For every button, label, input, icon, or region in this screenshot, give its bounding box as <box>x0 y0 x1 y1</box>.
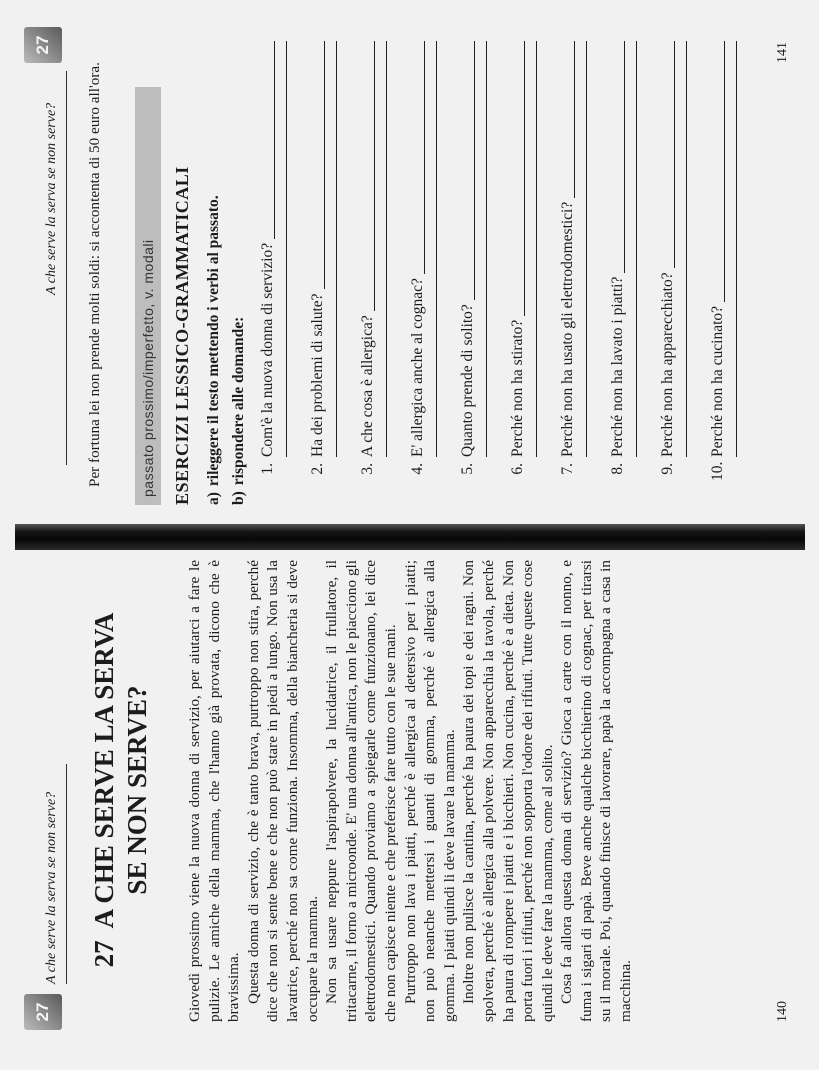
answer-line[interactable] <box>486 41 487 457</box>
question-text: Quanto prende di solito? <box>459 304 476 457</box>
question-text: Perché non ha cucinato? <box>709 305 726 457</box>
unit-badge: 27 <box>24 27 62 63</box>
instruction-letter: a) <box>205 492 222 505</box>
answer-line[interactable] <box>258 41 275 239</box>
question-item <box>508 41 558 481</box>
question-item <box>708 41 758 481</box>
question-text: Perché non ha stirato? <box>509 319 526 457</box>
question-number: 8. <box>609 463 626 475</box>
chapter-number: 27 <box>89 940 119 968</box>
unit-badge: 27 <box>24 994 62 1030</box>
header-rule <box>66 71 67 465</box>
paragraph: Cosa fa allora questa donna di servizio? Gioca a carte con il nonno, e fuma i sigari di papà. Beve anche qualche bicchierino di cognac, per tirarsi su il morale. Poi, quando finisce di lavorare, papà la accompagna a casa in macchina. <box>558 560 635 1022</box>
answer-line[interactable] <box>536 41 537 457</box>
page-number: 140 <box>775 1001 790 1022</box>
question-number: 5. <box>459 463 476 475</box>
paragraph: Inoltre non pulisce la cantina, perché ha paura dei topi e dei ragni. Non spolvera, perché è allergica alla polvere. Non apparecchia la tavola, perché ha paura di rompere i piatti e i bicchieri. Non cucina, perché è a dieta. Non porta fuori i rifiuti, perché non sopporta l'odore dei rifiuti. Tutte queste cose quindi le deve fare la mamma, come al solito. <box>460 560 556 1022</box>
answer-line[interactable] <box>308 41 325 289</box>
answer-line[interactable] <box>436 41 437 457</box>
question-item <box>408 41 458 481</box>
paragraph: Non sa usare neppure l'aspirapolvere, la lucidatrice, il frullatore, il tritacarne, il forno a microonde. E' una donna all'antica, non le piacciono gli elettrodomestici. Quando proviamo a spiegarle come funzionano, lei dice che non capisce niente e che preferisce fare tutto con le sue mani. <box>323 560 399 1022</box>
question-text: Perché non ha lavato i piatti? <box>609 276 626 457</box>
right-page <box>0 0 819 525</box>
answer-line[interactable] <box>558 41 575 198</box>
answer-line[interactable] <box>586 41 587 457</box>
left-page-header <box>28 590 68 1030</box>
instruction-b <box>230 311 248 505</box>
book-spine <box>15 524 805 550</box>
question-list <box>258 41 758 481</box>
question-number: 2. <box>309 463 326 475</box>
answer-line[interactable] <box>386 41 387 457</box>
instruction-text: rileggere il testo mettendo i verbi al passato. <box>205 195 222 487</box>
question-number: 6. <box>509 463 526 475</box>
question-text: Perché non ha apparecchiato? <box>659 272 676 457</box>
question-text: Com'è la nuova donna di servizio? <box>259 242 276 457</box>
question-item <box>258 41 308 481</box>
paragraph: Per fortuna lei non prende molti soldi: si accontenta di 50 euro all'ora. <box>86 62 103 487</box>
grammar-topic-band: passato prossimo/imperfetto, v. modali <box>135 87 161 505</box>
answer-line[interactable] <box>708 41 725 302</box>
answer-line[interactable] <box>336 41 337 457</box>
answer-line[interactable] <box>286 41 287 457</box>
instruction-letter: b) <box>230 491 247 505</box>
paragraph: Giovedì prossimo viene la nuova donna di servizio, per aiutarci a fare le pulizie. Le amiche della mamma, che l'hanno già provata, dicono che è bravissima. <box>186 560 243 1022</box>
page-number: 141 <box>775 42 790 63</box>
answer-line[interactable] <box>408 41 425 274</box>
title-line-1: A CHE SERVE LA SERVA <box>89 612 119 929</box>
question-item <box>358 41 408 481</box>
question-number: 10. <box>709 461 726 481</box>
question-text: A che cosa è allergica? <box>359 315 376 457</box>
question-item <box>558 41 608 481</box>
answer-line[interactable] <box>658 41 675 268</box>
story-text <box>185 560 636 1022</box>
left-page <box>0 545 819 1070</box>
right-page-header <box>28 35 68 485</box>
question-item <box>608 41 658 481</box>
exercise-title: ESERCIZI LESSICO-GRAMMATICALI <box>172 166 192 505</box>
answer-line[interactable] <box>508 41 525 316</box>
question-number: 1. <box>259 463 276 475</box>
running-head: A che serve la serva se non serve? <box>44 791 59 984</box>
title-line-2: SE NON SERVE? <box>122 685 152 895</box>
question-text: Ha dei problemi di salute? <box>309 293 326 457</box>
answer-line[interactable] <box>686 41 687 457</box>
question-item <box>458 41 508 481</box>
header-rule <box>66 764 67 984</box>
answer-line[interactable] <box>736 41 737 457</box>
question-number: 9. <box>659 463 676 475</box>
question-number: 4. <box>409 463 426 475</box>
instruction-text: rispondere alle domande: <box>230 316 247 486</box>
answer-line[interactable] <box>636 41 637 457</box>
story-continuation <box>85 43 105 505</box>
question-text: Perché non ha usato gli elettrodomestici? <box>559 201 576 457</box>
question-number: 3. <box>359 463 376 475</box>
answer-line[interactable] <box>358 41 375 311</box>
running-head: A che serve la serva se non serve? <box>44 102 59 295</box>
question-text: E' allergica anche al cognac? <box>409 278 426 457</box>
answer-line[interactable] <box>608 41 625 273</box>
question-number: 7. <box>559 463 576 475</box>
paragraph: Questa donna di servizio, che è tanto brava, purtroppo non stira, perché dice che non si sente bene e che non può stare in piedi a lungo. Non usa la lavatrice, perché non sa come funziona. Insomma, della biancheria si deve occupare la mamma. <box>244 560 321 1022</box>
question-item <box>308 41 358 481</box>
chapter-title <box>88 570 154 1010</box>
answer-line[interactable] <box>458 41 475 300</box>
paragraph: Purtroppo non lava i piatti, perché è allergica al detersivo per i piatti; non può neanche mettersi i guanti di gomma, perché è allergica alla gomma. I piatti quindi li deve lavare la mamma. <box>401 560 458 1022</box>
instruction-a <box>205 189 223 505</box>
question-item <box>658 41 708 481</box>
